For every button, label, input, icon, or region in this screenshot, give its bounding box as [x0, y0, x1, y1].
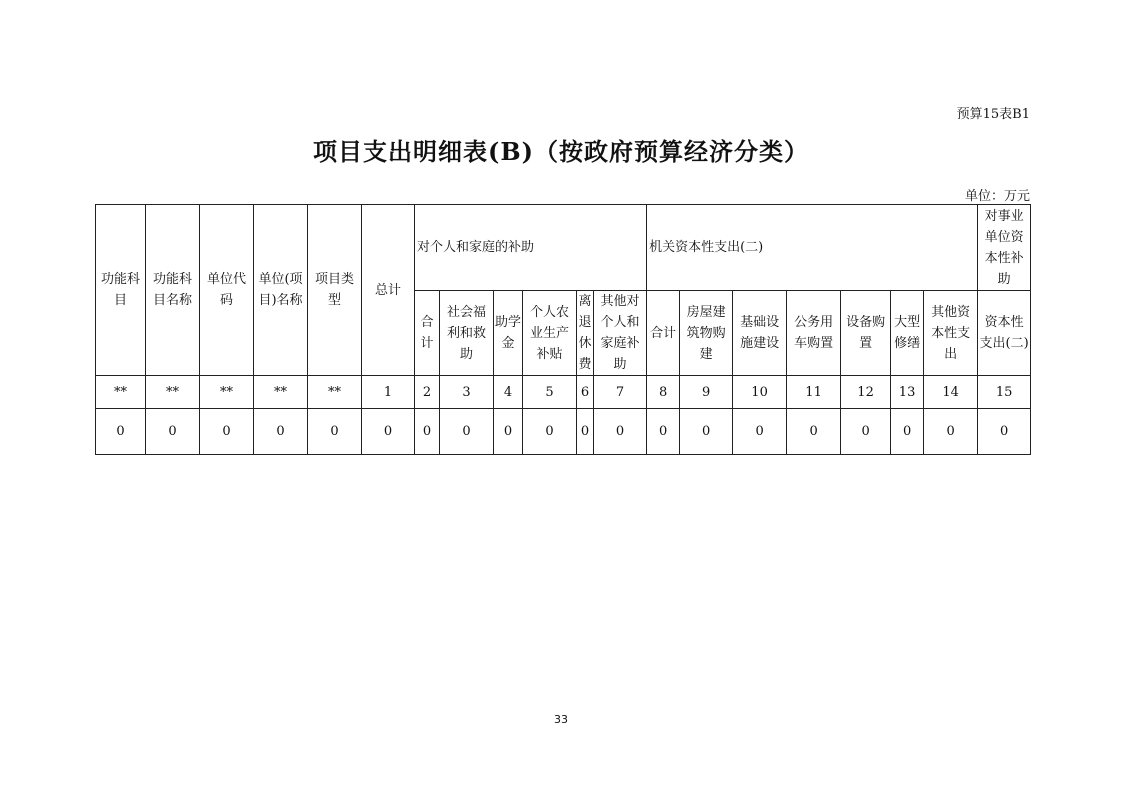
- group-header-institution-capital-subsidy: 对事业单位资本性补助: [978, 205, 1031, 291]
- form-code: 预算15表B1: [956, 107, 1030, 122]
- data-cell: 0: [733, 409, 787, 455]
- index-cell: 11: [787, 376, 841, 409]
- data-cell: 0: [200, 409, 254, 455]
- index-cell: 12: [841, 376, 891, 409]
- col-header-household-total: 合计: [415, 291, 440, 376]
- data-cell: 0: [647, 409, 680, 455]
- data-cell: 0: [96, 409, 146, 455]
- data-cell: 0: [841, 409, 891, 455]
- data-cell: 0: [680, 409, 733, 455]
- index-cell: **: [308, 376, 362, 409]
- index-cell: 7: [594, 376, 647, 409]
- index-cell: 3: [440, 376, 494, 409]
- header-total: 总计: [362, 205, 415, 376]
- data-cell: 0: [594, 409, 647, 455]
- table-row: [96, 409, 1031, 455]
- index-cell: 1: [362, 376, 415, 409]
- data-cell: 0: [978, 409, 1031, 455]
- unit-label: 单位：万元: [964, 189, 1030, 204]
- col-header-other-capital: 其他资本性支出: [924, 291, 978, 376]
- data-cell: 0: [415, 409, 440, 455]
- index-cell: 6: [577, 376, 594, 409]
- header-unit-code: 单位代码: [200, 205, 254, 376]
- index-cell: 4: [494, 376, 523, 409]
- col-header-other-household: 其他对个人和家庭补助: [594, 291, 647, 376]
- col-header-equipment: 设备购置: [841, 291, 891, 376]
- data-cell: 0: [787, 409, 841, 455]
- data-cell: 0: [362, 409, 415, 455]
- data-cell: 0: [891, 409, 924, 455]
- index-cell: 5: [523, 376, 577, 409]
- header-func-name: 功能科目名称: [146, 205, 200, 376]
- col-header-infrastructure: 基础设施建设: [733, 291, 787, 376]
- index-cell: 14: [924, 376, 978, 409]
- index-cell: **: [96, 376, 146, 409]
- index-cell: **: [200, 376, 254, 409]
- data-cell: 0: [577, 409, 594, 455]
- header-project-type: 项目类型: [308, 205, 362, 376]
- data-cell: 0: [494, 409, 523, 455]
- col-header-building: 房屋建筑物购建: [680, 291, 733, 376]
- col-header-major-repair: 大型修缮: [891, 291, 924, 376]
- header-func-code: 功能科目: [96, 205, 146, 376]
- col-header-agri-subsidy: 个人农业生产补贴: [523, 291, 577, 376]
- index-cell: **: [254, 376, 308, 409]
- data-cell: 0: [924, 409, 978, 455]
- index-cell: **: [146, 376, 200, 409]
- index-cell: 13: [891, 376, 924, 409]
- col-header-official-vehicle: 公务用车购置: [787, 291, 841, 376]
- index-cell: 10: [733, 376, 787, 409]
- data-cell: 0: [523, 409, 577, 455]
- index-row: [96, 376, 1031, 409]
- budget-table: [95, 204, 1031, 455]
- data-cell: 0: [440, 409, 494, 455]
- col-header-retirement: 离退休费: [577, 291, 594, 376]
- col-header-capital-total: 合计: [647, 291, 680, 376]
- col-header-scholarship: 助学金: [494, 291, 523, 376]
- data-cell: 0: [146, 409, 200, 455]
- index-cell: 9: [680, 376, 733, 409]
- group-header-household-subsidy: 对个人和家庭的补助: [415, 205, 647, 291]
- index-cell: 8: [647, 376, 680, 409]
- header-row-groups: [96, 205, 1031, 291]
- col-header-social-welfare: 社会福利和救助: [440, 291, 494, 376]
- page-title: 项目支出明细表(B)（按政府预算经济分类）: [313, 137, 809, 166]
- page-number: 33: [554, 713, 568, 726]
- index-cell: 15: [978, 376, 1031, 409]
- group-header-capital-expenditure: 机关资本性支出(二): [647, 205, 978, 291]
- index-cell: 2: [415, 376, 440, 409]
- col-header-capital-expenditure-2: 资本性支出(二): [978, 291, 1031, 376]
- data-cell: 0: [254, 409, 308, 455]
- header-unit-project-name: 单位(项目)名称: [254, 205, 308, 376]
- data-cell: 0: [308, 409, 362, 455]
